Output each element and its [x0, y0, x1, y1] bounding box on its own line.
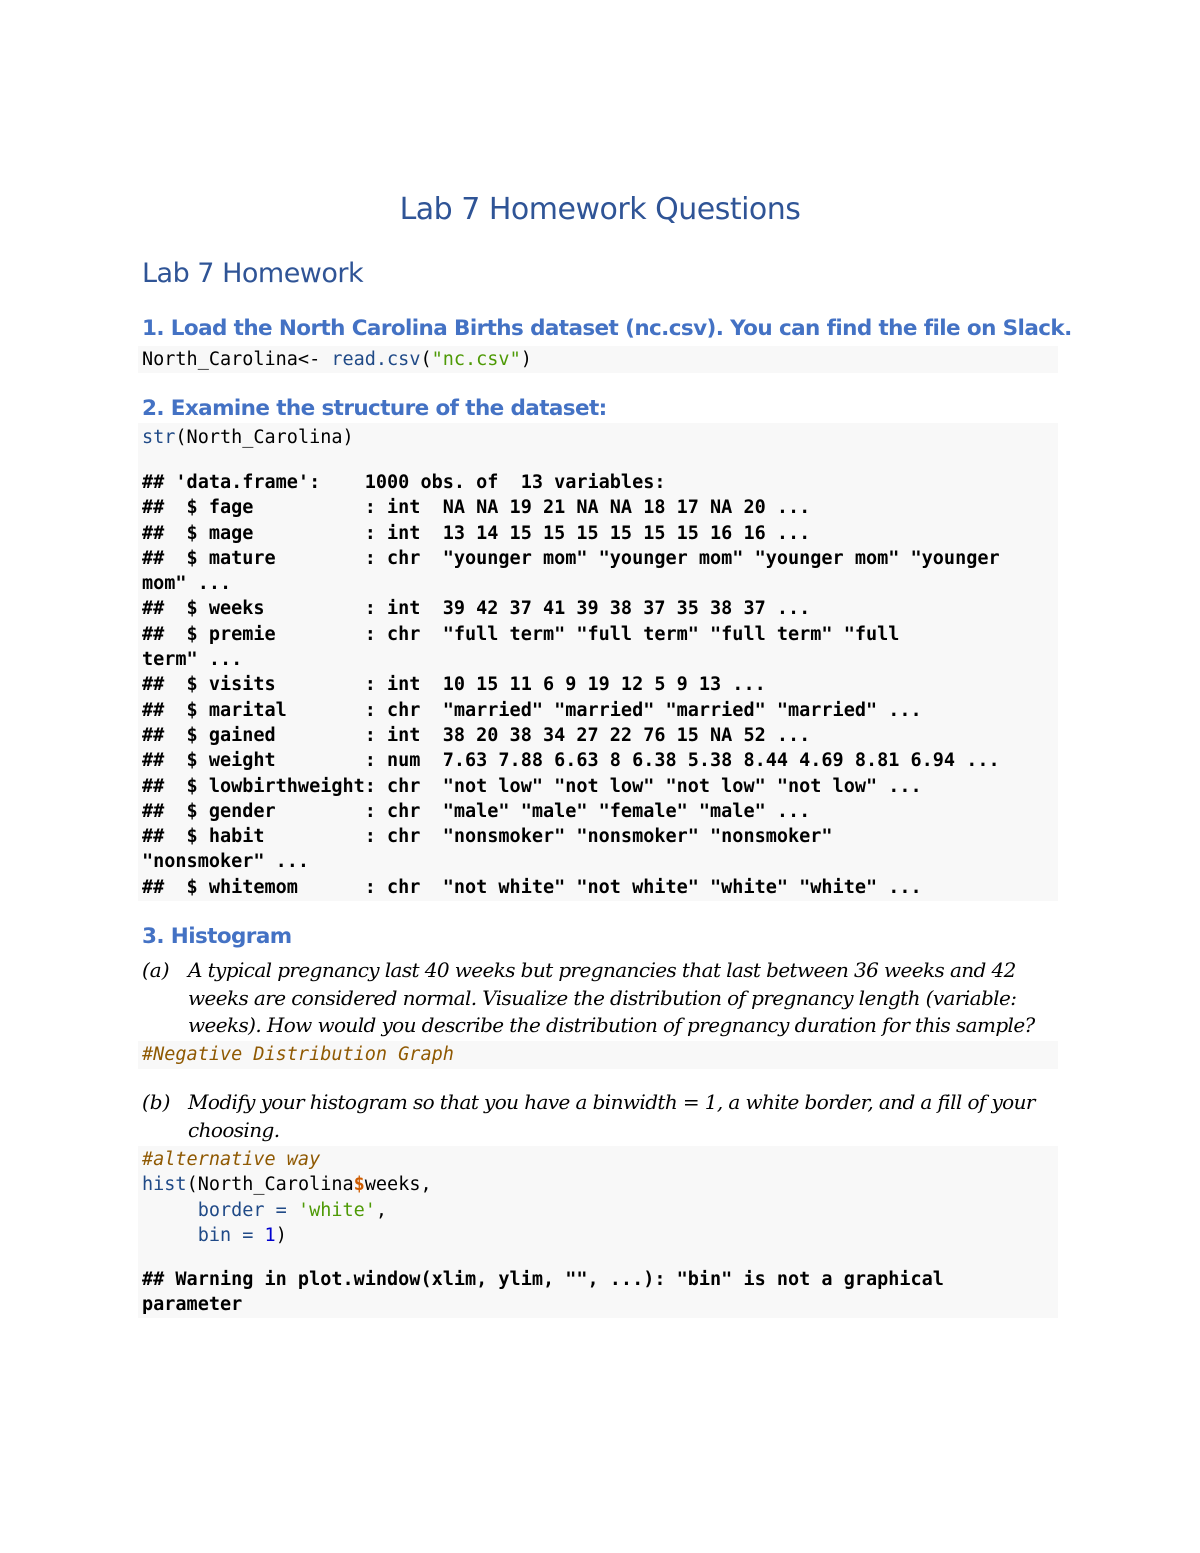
text-line: choosing. [188, 1117, 280, 1142]
code-function: hist [142, 1174, 187, 1196]
text-line: weeks). How would you describe the distribution of pregnancy duration for this sample? [188, 1013, 1035, 1037]
code-paren: ) [275, 1224, 287, 1246]
code-comment: #alternative way [142, 1149, 321, 1170]
output-line: ## $ fage : int NA NA 19 21 NA NA 18 17 NA 20 ... [142, 497, 811, 519]
code-indent [142, 1200, 198, 1221]
output-line: ## $ visits : int 10 15 11 6 9 19 12 5 9 13 ... [142, 674, 766, 696]
text-line: weeks are considered normal. Visualize the distribution of pregnancy length (variable: [188, 985, 1017, 1010]
output-line: "nonsmoker" ... [142, 851, 310, 873]
code-argument: (North_Carolina) [175, 427, 354, 448]
warning-output [142, 1267, 944, 1318]
output-line: ## $ weeks : int 39 42 37 41 39 38 37 35 38 37 ... [142, 598, 811, 620]
warning-line: ## Warning in plot.window(xlim, ylim, "", ...): "bin" is not a graphical [142, 1269, 944, 1290]
output-line: ## $ habit : chr "nonsmoker" "nonsmoker" "nonsmoker" [142, 826, 833, 848]
code-comma: , [375, 1199, 388, 1221]
output-line: ## $ mage : int 13 14 15 15 15 15 15 15 16 16 ... [142, 522, 811, 544]
code-field: weeks, [364, 1174, 432, 1196]
warning-line: parameter [142, 1294, 243, 1316]
code-equals: = [231, 1224, 265, 1246]
code-string: "nc.csv" [431, 349, 521, 370]
output-line: ## $ gender : chr "male" "male" "female" "male" ... [142, 800, 811, 822]
output-line: term" ... [142, 649, 243, 671]
code-number: 1 [264, 1224, 276, 1246]
text-line: Modify your histogram so that you have a binwidth = 1, a white border, and a fill of your [188, 1090, 1035, 1114]
question-3b-text [188, 1089, 1035, 1144]
code-q1 [142, 347, 532, 372]
output-line: ## $ lowbirthweight: chr "not low" "not low" "not low" "not low" ... [142, 775, 922, 797]
item-marker-b: (b) [142, 1090, 171, 1114]
code-paren: ) [520, 349, 532, 370]
text-line: A typical pregnancy last 40 weeks but pregnancies that last between 36 weeks and 42 [188, 958, 1016, 982]
question-3-heading: 3. Histogram [142, 924, 292, 949]
code-param-bin: bin [197, 1224, 232, 1246]
code-paren: ( [420, 349, 432, 370]
code-indent [142, 1225, 198, 1246]
code-function: read.csv [331, 349, 421, 370]
code-function: str [142, 427, 176, 448]
code-string: 'white' [297, 1199, 376, 1221]
section-heading: Lab 7 Homework [142, 258, 364, 289]
question-1-heading: 1. Load the North Carolina Births dataset (nc.csv). You can find the file on Slack. [142, 316, 1072, 341]
question-3a-text [188, 957, 1035, 1040]
output-line: ## $ whitemom : chr "not white" "not white" "white" "white" ... [142, 876, 922, 898]
code-argument: (North_Carolina [186, 1174, 354, 1196]
output-line: mom" ... [142, 573, 232, 595]
output-line: ## $ gained : int 38 20 38 34 27 22 76 15 NA 52 ... [142, 724, 811, 746]
code-param-border: border [197, 1199, 265, 1221]
code-object: North_Carolina<- [142, 349, 332, 370]
output-line: ## $ weight : num 7.63 7.88 6.63 8 6.38 5.38 8.44 4.69 8.81 6.94 ... [142, 750, 1000, 772]
item-marker-a: (a) [142, 958, 170, 982]
code-equals: = [264, 1199, 298, 1221]
code-operator: $ [353, 1174, 365, 1196]
code-q2 [142, 425, 354, 450]
code-q3b [142, 1147, 432, 1248]
document-title: Lab 7 Homework Questions [399, 192, 801, 227]
output-line: ## 'data.frame': 1000 obs. of 13 variables: [142, 472, 666, 493]
output-line: ## $ marital : chr "married" "married" "married" "married" ... [142, 699, 922, 721]
output-line: ## $ premie : chr "full term" "full term" "full term" "full [142, 623, 900, 645]
code-comment-q3a: #Negative Distribution Graph [142, 1044, 454, 1065]
output-line: ## $ mature : chr "younger mom" "younger mom" "younger mom" "younger [142, 547, 1000, 569]
question-2-heading: 2. Examine the structure of the dataset: [142, 396, 607, 421]
str-output [142, 470, 1000, 900]
